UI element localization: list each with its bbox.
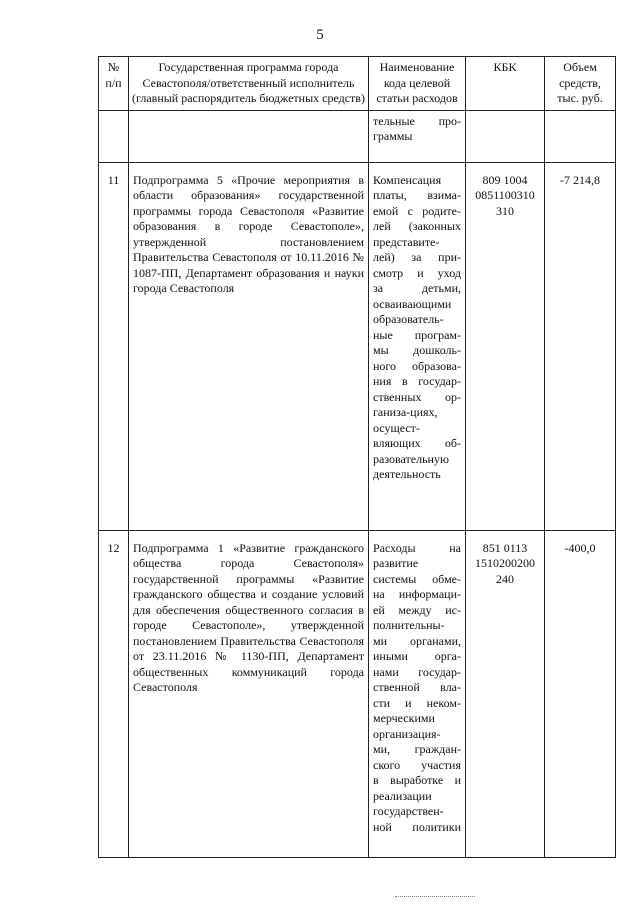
header-num: № п/п bbox=[99, 57, 129, 111]
kbk-line: 240 bbox=[496, 571, 514, 586]
row-num: 12 bbox=[99, 530, 129, 857]
name-line: ного образова- bbox=[373, 358, 461, 373]
kbk-line: 0851100310 bbox=[475, 188, 535, 202]
cont-volume bbox=[545, 110, 616, 162]
row-num: 11 bbox=[99, 162, 129, 530]
cont-num bbox=[99, 110, 129, 162]
row-volume: -7 214,8 bbox=[545, 162, 616, 530]
name-line: ния в государ- bbox=[373, 374, 461, 388]
header-name: Наименование кода целевой статьи расходов bbox=[369, 57, 466, 111]
name-line: нами государ- bbox=[373, 664, 461, 679]
name-line: сти и неком- bbox=[373, 695, 461, 710]
name-line: смотр и уход bbox=[373, 265, 461, 280]
name-line: полнительны- bbox=[373, 618, 445, 632]
name-line: мерческими bbox=[373, 711, 435, 725]
name-line: разовательную bbox=[373, 451, 449, 466]
name-line: граммы bbox=[373, 129, 413, 143]
row-program: Подпрограмма 1 «Развитие гражданского общества города Севастополя» государственной программы «Развитие гражданского общества и создание условий для обеспечения общественного согласия в городе Севастополе», утвержденной постановлением Правительства Севастополя от 23.11.2016 № 1130-ПП, Департамент общественных коммуникаций города Севастополя bbox=[129, 530, 369, 857]
scan-artifact bbox=[395, 896, 475, 899]
row-volume: -400,0 bbox=[545, 530, 616, 857]
name-line: реализации bbox=[373, 788, 432, 803]
name-line: ганиза-циях, bbox=[373, 405, 438, 419]
name-line: мы дошколь- bbox=[373, 343, 461, 357]
name-line: ной политики bbox=[373, 819, 461, 834]
cont-program bbox=[129, 110, 369, 162]
kbk-line: 1510200200 bbox=[475, 556, 535, 570]
name-line: вляющих об- bbox=[373, 436, 461, 450]
name-line: иными орга- bbox=[373, 649, 461, 663]
page-number: 5 bbox=[316, 27, 324, 43]
name-line: Компенсация bbox=[373, 172, 442, 187]
row-name bbox=[369, 162, 466, 530]
name-line: за детьми, bbox=[373, 281, 461, 295]
name-line: осущест- bbox=[373, 420, 420, 435]
name-line: ственных ор- bbox=[373, 389, 461, 404]
name-line: в выработке и bbox=[373, 773, 461, 787]
row-kbk bbox=[466, 162, 545, 530]
cont-kbk bbox=[466, 110, 545, 162]
table-row bbox=[99, 162, 616, 530]
name-line: ные програм- bbox=[373, 327, 461, 342]
kbk-line: 851 0113 bbox=[482, 540, 528, 555]
name-line: ственной вла- bbox=[373, 680, 461, 694]
name-line: Расходы на bbox=[373, 540, 461, 555]
name-line: развитие bbox=[373, 556, 419, 570]
row-program: Подпрограмма 5 «Прочие мероприятия в области образования» государственной программы города Севастополя «Развитие образования в городе Севастополе», утвержденной постановлением Правительства Севастополя от 10.11.2016 № 1087-ПП, Департамент образования и науки города Севастополя bbox=[129, 162, 369, 530]
name-line: осваивающими bbox=[373, 296, 452, 311]
row-name bbox=[369, 530, 466, 857]
name-line: тельные про- bbox=[373, 113, 461, 128]
table-row-continuation bbox=[99, 110, 616, 162]
kbk-line: 809 1004 bbox=[482, 172, 528, 187]
header-program: Государственная программа города Севастополя/ответственный исполнитель (главный распорядитель бюджетных средств) bbox=[129, 57, 369, 111]
name-line: деятельность bbox=[373, 467, 441, 481]
budget-table bbox=[98, 56, 616, 858]
name-line: емой с родите- bbox=[373, 203, 461, 218]
name-line: организация- bbox=[373, 726, 441, 741]
name-line: системы обме- bbox=[373, 571, 461, 586]
kbk-line: 310 bbox=[496, 203, 514, 218]
name-line: на информаци- bbox=[373, 587, 461, 601]
name-line: ского участия bbox=[373, 757, 461, 772]
name-line: лей (законных bbox=[373, 219, 461, 233]
table-header-row bbox=[99, 57, 616, 111]
name-line: образователь- bbox=[373, 312, 444, 326]
name-line: платы, взима- bbox=[373, 188, 461, 202]
name-line: государствен- bbox=[373, 804, 444, 818]
name-line: ей между ис- bbox=[373, 602, 461, 617]
name-line: представите- bbox=[373, 234, 440, 249]
name-line: ми органами, bbox=[373, 633, 461, 648]
name-line: ми, граждан- bbox=[373, 742, 461, 756]
name-line: лей) за при- bbox=[373, 250, 461, 264]
header-kbk: КБК bbox=[466, 57, 545, 111]
row-kbk bbox=[466, 530, 545, 857]
cont-name bbox=[369, 110, 466, 162]
header-volume: Объем средств, тыс. руб. bbox=[545, 57, 616, 111]
table-row bbox=[99, 530, 616, 857]
